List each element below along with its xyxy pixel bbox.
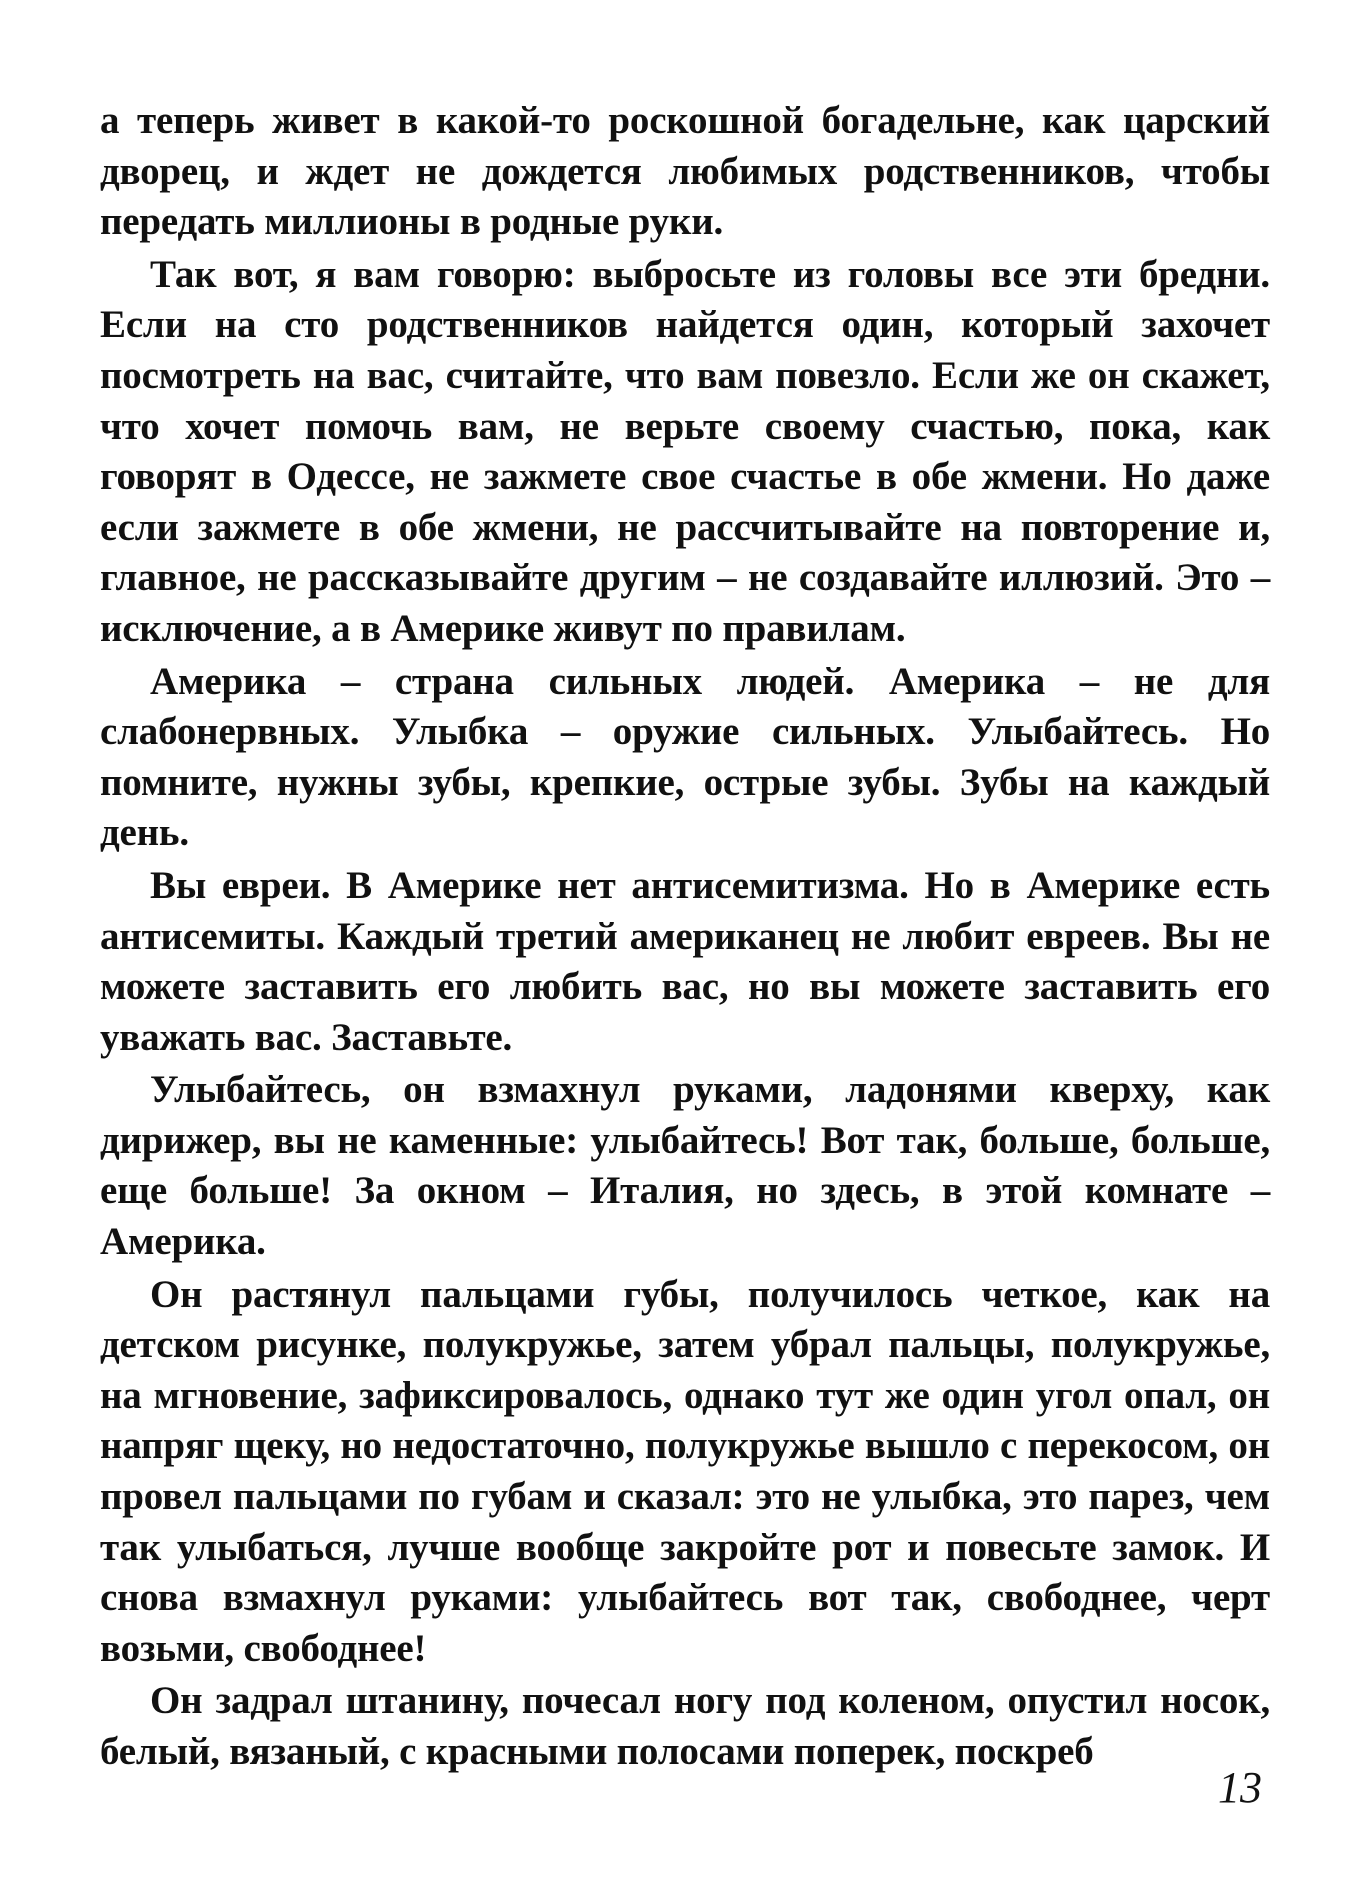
paragraph-2: Так вот, я вам говорю: выбросьте из головы все эти бредни. Если на сто родственников найдется один, который захочет посмотреть на вас, считайте, что вам повезло. Если же он скажет, что хочет помочь вам, не верьте своему счастью, пока, как говорят в Одессе, не зажмете свое счастье в обе жмени. Но даже если зажмете в обе жмени, не рассчитывайте на повторение и, главное, не рассказывайте другим – не создавайте иллюзий. Это – исключение, а в Америке живут по правилам. [100, 252, 1270, 650]
paragraph-4: Вы евреи. В Америке нет антисемитизма. Но в Америке есть антисемиты. Каждый третий американец не любит евреев. Вы не можете заставить его любить вас, но вы можете заставить его уважать вас. Заставьте. [100, 863, 1270, 1059]
paragraph-5: Улыбайтесь, он взмахнул руками, ладонями кверху, как дирижер, вы не каменные: улыбайтесь! Вот так, больше, больше, еще больше! За окном – Италия, но здесь, в этой комнате – Америка. [100, 1068, 1270, 1264]
paragraph-1: а теперь живет в какой-то роскошной богадельне, как царский дворец, и ждет не дождется любимых родственников, чтобы передать миллионы в родные руки. [100, 99, 1270, 244]
page-number: 13 [1218, 1763, 1262, 1812]
body-text [100, 96, 1270, 1780]
paragraph-7: Он задрал штанину, почесал ногу под коленом, опустил носок, белый, вязаный, с красными полосами поперек, поскреб [100, 1679, 1270, 1773]
paragraph-3: Америка – страна сильных людей. Америка – не для слабонервных. Улыбка – оружие сильных. Улыбайтесь. Но помните, нужны зубы, крепкие, острые зубы. Зубы на каждый день. [100, 659, 1270, 855]
paragraph-6: Он растянул пальцами губы, получилось четкое, как на детском рисунке, полукружье, затем убрал пальцы, полукружье, на мгновение, зафиксировалось, однако тут же один угол опал, он напряг щеку, но недостаточно, полукружье вышло с перекосом, он провел пальцами по губам и сказал: это не улыбка, это парез, чем так улыбаться, лучше вообще закройте рот и повесьте замок. И снова взмахнул руками: улыбайтесь вот так, свободнее, черт возьми, свободнее! [100, 1272, 1270, 1670]
